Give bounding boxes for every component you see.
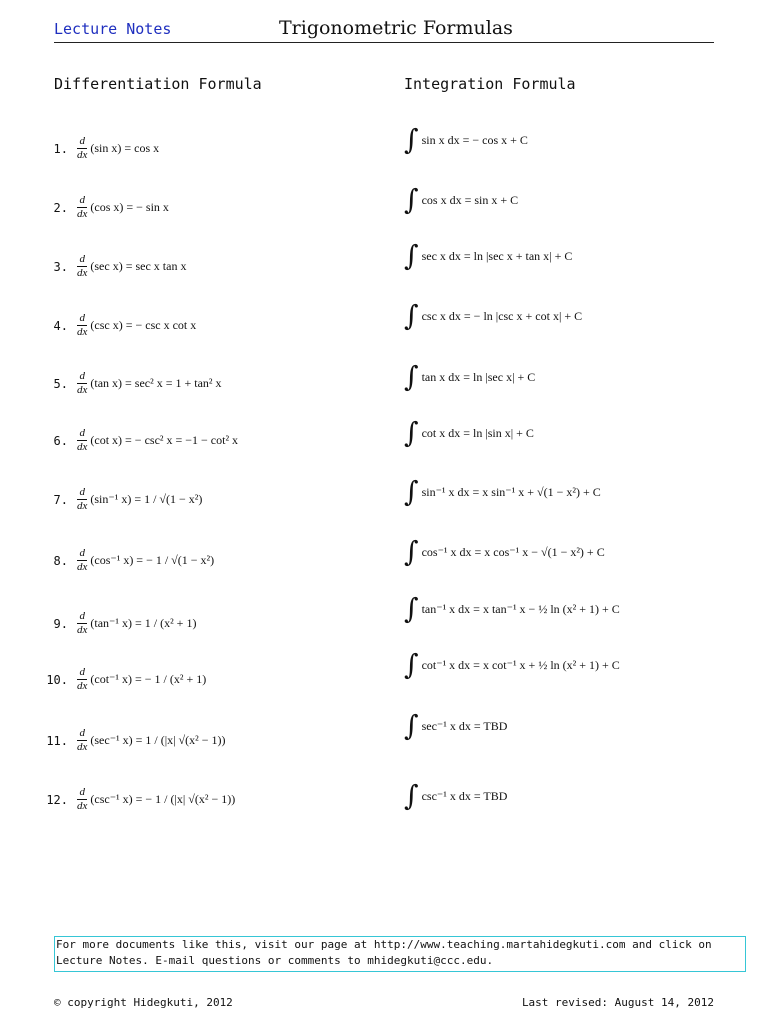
integral-sign: ∫ — [404, 535, 419, 568]
integral-sign: ∫ — [404, 648, 419, 681]
int-formula-1 — [404, 123, 528, 156]
formula-body: (cos x) = − sin x — [90, 200, 169, 214]
formula-body: tan x dx = ln |sec x| + C — [421, 369, 536, 384]
derivative-operator: $\frac{d}{dx}$ — [77, 312, 88, 338]
integral-sign: ∫ — [404, 239, 419, 272]
formula-body: (sec x) = sec x tan x — [90, 259, 187, 273]
formula-body: (sin⁻¹ x) = 1 / √(1 − x²) — [90, 492, 203, 506]
derivative-operator: $\frac{d}{dx}$ — [77, 427, 88, 453]
integral-sign: ∫ — [404, 592, 419, 625]
formula-number: 5. — [53, 376, 68, 391]
diff-formula-1 — [46, 135, 159, 162]
int-formula-11 — [404, 709, 508, 742]
diff-formula-3 — [46, 253, 186, 280]
page-header — [54, 16, 714, 43]
diff-formula-10 — [46, 666, 206, 693]
formula-body: (csc x) = − csc x cot x — [90, 318, 197, 332]
integral-sign: ∫ — [404, 709, 419, 742]
int-formula-3 — [404, 239, 573, 272]
formula-body: cot⁻¹ x dx = x cot⁻¹ x + ½ ln (x² + 1) + C — [421, 657, 620, 672]
integral-sign: ∫ — [404, 183, 419, 216]
formula-body: cos x dx = sin x + C — [421, 192, 519, 207]
formula-number: 8. — [53, 553, 68, 568]
formula-body: tan⁻¹ x dx = x tan⁻¹ x − ½ ln (x² + 1) + C — [421, 601, 620, 616]
int-formula-2 — [404, 183, 519, 216]
formula-body: sin x dx = − cos x + C — [421, 132, 528, 147]
formula-number: 7. — [53, 492, 68, 507]
diff-formula-9 — [46, 610, 196, 637]
formula-body: sec x dx = ln |sec x + tan x| + C — [421, 248, 573, 263]
formula-body: cot x dx = ln |sin x| + C — [421, 425, 534, 440]
derivative-operator: $\frac{d}{dx}$ — [77, 666, 88, 692]
diff-formula-4 — [46, 312, 196, 339]
derivative-operator: $\frac{d}{dx}$ — [77, 727, 88, 753]
footer-notice[interactable] — [54, 936, 746, 972]
formula-body: (tan⁻¹ x) = 1 / (x² + 1) — [90, 616, 197, 630]
formula-body: sec⁻¹ x dx = TBD — [421, 718, 508, 733]
int-formula-12 — [404, 779, 508, 812]
lecture-notes-link[interactable]: Lecture Notes — [54, 20, 172, 38]
formula-number: 12. — [46, 792, 68, 807]
derivative-operator: $\frac{d}{dx}$ — [77, 786, 88, 812]
formula-body: (csc⁻¹ x) = − 1 / (|x| √(x² − 1)) — [90, 792, 236, 806]
derivative-operator: $\frac{d}{dx}$ — [77, 547, 88, 573]
formula-body: csc⁻¹ x dx = TBD — [421, 788, 508, 803]
integral-sign: ∫ — [404, 123, 419, 156]
derivative-operator: $\frac{d}{dx}$ — [77, 194, 88, 220]
formula-body: (sec⁻¹ x) = 1 / (|x| √(x² − 1)) — [90, 733, 226, 747]
formula-body: (cos⁻¹ x) = − 1 / √(1 − x²) — [90, 553, 215, 567]
integration-heading: Integration Formula — [404, 75, 576, 93]
formula-body: sin⁻¹ x dx = x sin⁻¹ x + √(1 − x²) + C — [421, 484, 601, 499]
integral-sign: ∫ — [404, 475, 419, 508]
formula-body: cos⁻¹ x dx = x cos⁻¹ x − √(1 − x²) + C — [421, 544, 605, 559]
integral-sign: ∫ — [404, 360, 419, 393]
formula-number: 9. — [53, 616, 68, 631]
derivative-operator: $\frac{d}{dx}$ — [77, 135, 88, 161]
formula-body: (sin x) = cos x — [90, 141, 160, 155]
diff-formula-2 — [46, 194, 169, 221]
diff-formula-8 — [46, 547, 214, 574]
int-formula-7 — [404, 475, 601, 508]
formula-body: csc x dx = − ln |csc x + cot x| + C — [421, 308, 583, 323]
formula-number: 4. — [53, 318, 68, 333]
int-formula-6 — [404, 416, 534, 449]
integral-sign: ∫ — [404, 779, 419, 812]
formula-number: 11. — [46, 733, 68, 748]
int-formula-5 — [404, 360, 536, 393]
diff-formula-7 — [46, 486, 202, 513]
integral-sign: ∫ — [404, 416, 419, 449]
page-title: Trigonometric Formulas — [279, 17, 513, 39]
derivative-operator: $\frac{d}{dx}$ — [77, 370, 88, 396]
formula-body: (tan x) = sec² x = 1 + tan² x — [90, 376, 222, 390]
copyright-text: © copyright Hidegkuti, 2012 — [54, 996, 233, 1009]
formula-body: (cot x) = − csc² x = −1 − cot² x — [90, 433, 239, 447]
differentiation-heading: Differentiation Formula — [54, 75, 262, 93]
integral-sign: ∫ — [404, 299, 419, 332]
int-formula-8 — [404, 535, 605, 568]
formula-number: 6. — [53, 433, 68, 448]
int-formula-9 — [404, 592, 620, 625]
derivative-operator: $\frac{d}{dx}$ — [77, 253, 88, 279]
formula-number: 3. — [53, 259, 68, 274]
last-revised-text: Last revised: August 14, 2012 — [521, 996, 714, 1009]
footer-notice-text[interactable]: For more documents like this, visit our page at http://www.teaching.martahidegkuti.com and click on Lecture Notes. E-mail questions or comments to mhidegkuti@ccc.edu. — [56, 938, 712, 967]
int-formula-10 — [404, 648, 620, 681]
formula-number: 10. — [46, 672, 68, 687]
formula-body: (cot⁻¹ x) = − 1 / (x² + 1) — [90, 672, 207, 686]
derivative-operator: $\frac{d}{dx}$ — [77, 610, 88, 636]
formula-number: 2. — [53, 200, 68, 215]
diff-formula-11 — [46, 727, 225, 754]
diff-formula-6 — [46, 427, 238, 454]
diff-formula-12 — [46, 786, 235, 813]
int-formula-4 — [404, 299, 583, 332]
derivative-operator: $\frac{d}{dx}$ — [77, 486, 88, 512]
formula-number: 1. — [53, 141, 68, 156]
diff-formula-5 — [46, 370, 222, 397]
